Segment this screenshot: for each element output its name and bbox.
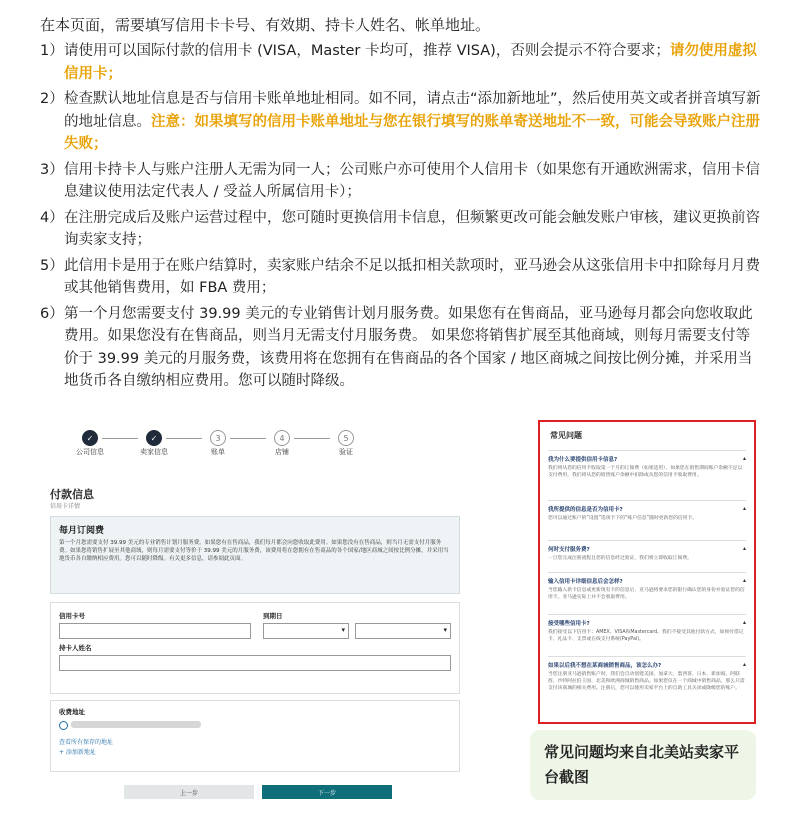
cardholder-label: 持卡人姓名 [59, 644, 92, 652]
progress-step [70, 430, 110, 456]
step-number-badge: 5 [338, 430, 354, 446]
chevron-up-icon: ▴ [742, 577, 746, 584]
faq-item[interactable] [548, 572, 746, 601]
faq-answer: 我们将从您的信用卡收取第一个月的订阅费（如果适用），如果您在销售期间账户余额不足以支付费用，我们将从您的销售账户余额中扣除或从您的信用卡收取费用。 [548, 466, 743, 478]
payment-title: 付款信息 [50, 488, 94, 501]
faq-question: 接受哪些信用卡? [548, 621, 590, 627]
blurred-address [71, 721, 201, 728]
billing-address [50, 700, 460, 772]
step-text: 第一个月您需要支付 39.99 美元的专业销售计划月服务费。如果您有在售商品，亚马逊每月都会向您收取此费用。如果您没有在售商品，则当月无需支付月服务费。 如果您将销售扩展至其他商域，则每月需要支付等价于 39.99 美元的月服务费，该费用将在您拥有在售商品的各个国家 / 地区商城之间按比例分摊，并采用当地货币各自缴纳相应费用。您可以随时降级。 [64, 305, 753, 389]
step-text: 信用卡持卡人与账户注册人无需为同一人；公司账户亦可使用个人信用卡（如果您有开通欧洲需求，信用卡信息建议使用法定代表人 / 受益人所属信用卡）； [64, 161, 760, 200]
subscription-notice [50, 516, 460, 594]
add-address-link[interactable]: + 添加新地址 [59, 749, 96, 756]
step-number: 5） [40, 257, 64, 274]
step-number: 4） [40, 209, 64, 226]
step-number-badge: 3 [210, 430, 226, 446]
subscription-title: 每月订阅费 [59, 526, 105, 536]
step-number: 1） [40, 43, 64, 59]
progress-label: 卖家信息 [140, 448, 168, 456]
instruction-step [40, 88, 764, 156]
chevron-down-icon: ▾ [443, 626, 447, 634]
check-icon: ✓ [146, 430, 162, 446]
check-icon: ✓ [82, 430, 98, 446]
faq-item[interactable] [548, 500, 746, 522]
instruction-step [40, 207, 764, 252]
address-title: 收费地址 [59, 708, 85, 716]
faq-item[interactable] [548, 540, 746, 562]
card-number-label: 信用卡号 [59, 612, 85, 620]
faq-item[interactable] [548, 450, 746, 479]
instruction-list [40, 40, 764, 396]
faq-answer: 您可以通过账户的“设置”选项卡下的“账户信息”随时更新您的信用卡。 [548, 516, 698, 521]
faq-answer: 当您输入新卡信息或更新现有卡的信息后，亚马逊将要求您的银行确认您的身份并验证您的信用卡。亚马逊实际上并不会收取费用。 [548, 588, 745, 600]
step-number: 6） [40, 305, 64, 322]
faq-question: 输入信用卡详细信息后会怎样? [548, 579, 623, 585]
view-addresses-link[interactable]: 查看所有保存的地址 [59, 739, 114, 746]
card-number-input[interactable] [59, 623, 251, 639]
address-radio[interactable] [59, 721, 68, 730]
step-number: 2） [40, 91, 64, 107]
progress-label: 公司信息 [76, 448, 104, 456]
instruction-step [40, 159, 764, 204]
chevron-up-icon: ▴ [742, 505, 746, 512]
expiry-month-select[interactable] [263, 623, 349, 639]
instruction-step [40, 303, 764, 393]
step-warning: 请勿使用虚拟信用卡； [64, 43, 757, 82]
chevron-up-icon: ▴ [742, 619, 746, 626]
chevron-up-icon: ▴ [742, 545, 746, 552]
step-text: 请使用可以国际付款的信用卡 (VISA，Master 卡均可，推荐 VISA)，否则会提示不符合要求； [64, 43, 670, 59]
progress-step [198, 430, 238, 456]
step-warning: 注意：如果填写的信用卡账单地址与您在银行填写的账单寄送地址不一致，可能会导致账户注册失败； [64, 113, 760, 152]
faq-title: 常见问题 [550, 431, 582, 440]
faq-question: 我所提供的信息是否为信用卡? [548, 507, 623, 513]
progress-step [134, 430, 174, 456]
payment-screenshot [40, 420, 480, 810]
registration-progress [70, 430, 370, 470]
progress-label: 验证 [339, 448, 353, 456]
faq-panel [538, 420, 756, 724]
step-text: 检查默认地址信息是否与信用卡账单地址相同。如不同，请点击“添加新地址”，然后使用英文或者拼音填写新的地址信息。 [64, 91, 761, 130]
prev-button[interactable]: 上一步 [124, 785, 254, 799]
progress-step [262, 430, 302, 456]
instruction-step [40, 40, 764, 85]
payment-subtitle: 信用卡详情 [50, 503, 81, 510]
faq-answer: 我们接受以下信用卡：AMEX、VISA和Mastercard。我们不接受其他付款方式，如预付借记卡、礼品卡、支票或在线支付系统(PayPal)。 [548, 630, 744, 642]
faq-item[interactable] [548, 656, 746, 692]
step-number: 3） [40, 161, 64, 178]
expiry-year-select[interactable] [355, 623, 451, 639]
faq-caption: 常见问题均来自北美站卖家平台截图 [530, 730, 756, 800]
intro-text: 在本页面，需要填写信用卡卡号、有效期、持卡人姓名、帐单地址。 [40, 16, 491, 34]
chevron-up-icon: ▴ [742, 455, 746, 462]
faq-question: 我为什么要提供信用卡信息? [548, 457, 618, 463]
step-text: 在注册完成后及账户运营过程中，您可随时更换信用卡信息，但频繁更改可能会触发账户审核，建议更换前咨询卖家支持； [64, 209, 760, 248]
progress-step [326, 430, 366, 456]
faq-item[interactable] [548, 614, 746, 643]
chevron-up-icon: ▴ [742, 661, 746, 668]
faq-answer: 当您注册亚马逊销售账户时，我们会自动创建美国、加拿大、墨西哥、日本、新加坡、阿联酋、沙特阿拉伯王国、北美和欧洲商城销售商品。如果您仅在一个商城中销售商品，那么只需支付该商城的相关费用。注册后，您可以使用卖家平台上的自助工具关闭或降级您的账户。 [548, 672, 745, 691]
chevron-down-icon: ▾ [341, 626, 345, 634]
faq-question: 如果以后我不想在某商城销售商品，该怎么办? [548, 663, 662, 669]
step-number-badge: 4 [274, 430, 290, 446]
progress-label: 店铺 [275, 448, 289, 456]
progress-label: 账单 [211, 448, 225, 456]
subscription-text: 第一个月您需要支付 39.99 美元的专业销售计划月服务费。如果您有在售商品，我们每月都会向您收取此费用。如果您没有在售商品，则当月无需支付月服务费。如果您将销售扩展至其他商域，则每月需要支付等价于 39.99 美元的月服务费，该费用将在您拥有在售商品的各个国家/地区商城之间按比例分摊，并采用当地货币各自缴纳相应费用。您可以随时降级。有关更多信息，请参阅此页面。 [59, 540, 449, 562]
next-button[interactable]: 下一步 [262, 785, 392, 799]
card-form [50, 602, 460, 694]
instruction-step [40, 255, 764, 300]
expiry-label: 到期日 [263, 612, 283, 620]
faq-answer: 一旦您完成注册流程且您的信息经过验证，我们将立即收取订阅费。 [548, 556, 692, 561]
cardholder-input[interactable] [59, 655, 451, 671]
faq-question: 何时支付服务费? [548, 547, 590, 553]
step-text: 此信用卡是用于在账户结算时，卖家账户结余不足以抵扣相关款项时，亚马逊会从这张信用卡中扣除每月月费或其他销售费用，如 FBA 费用； [64, 257, 760, 296]
